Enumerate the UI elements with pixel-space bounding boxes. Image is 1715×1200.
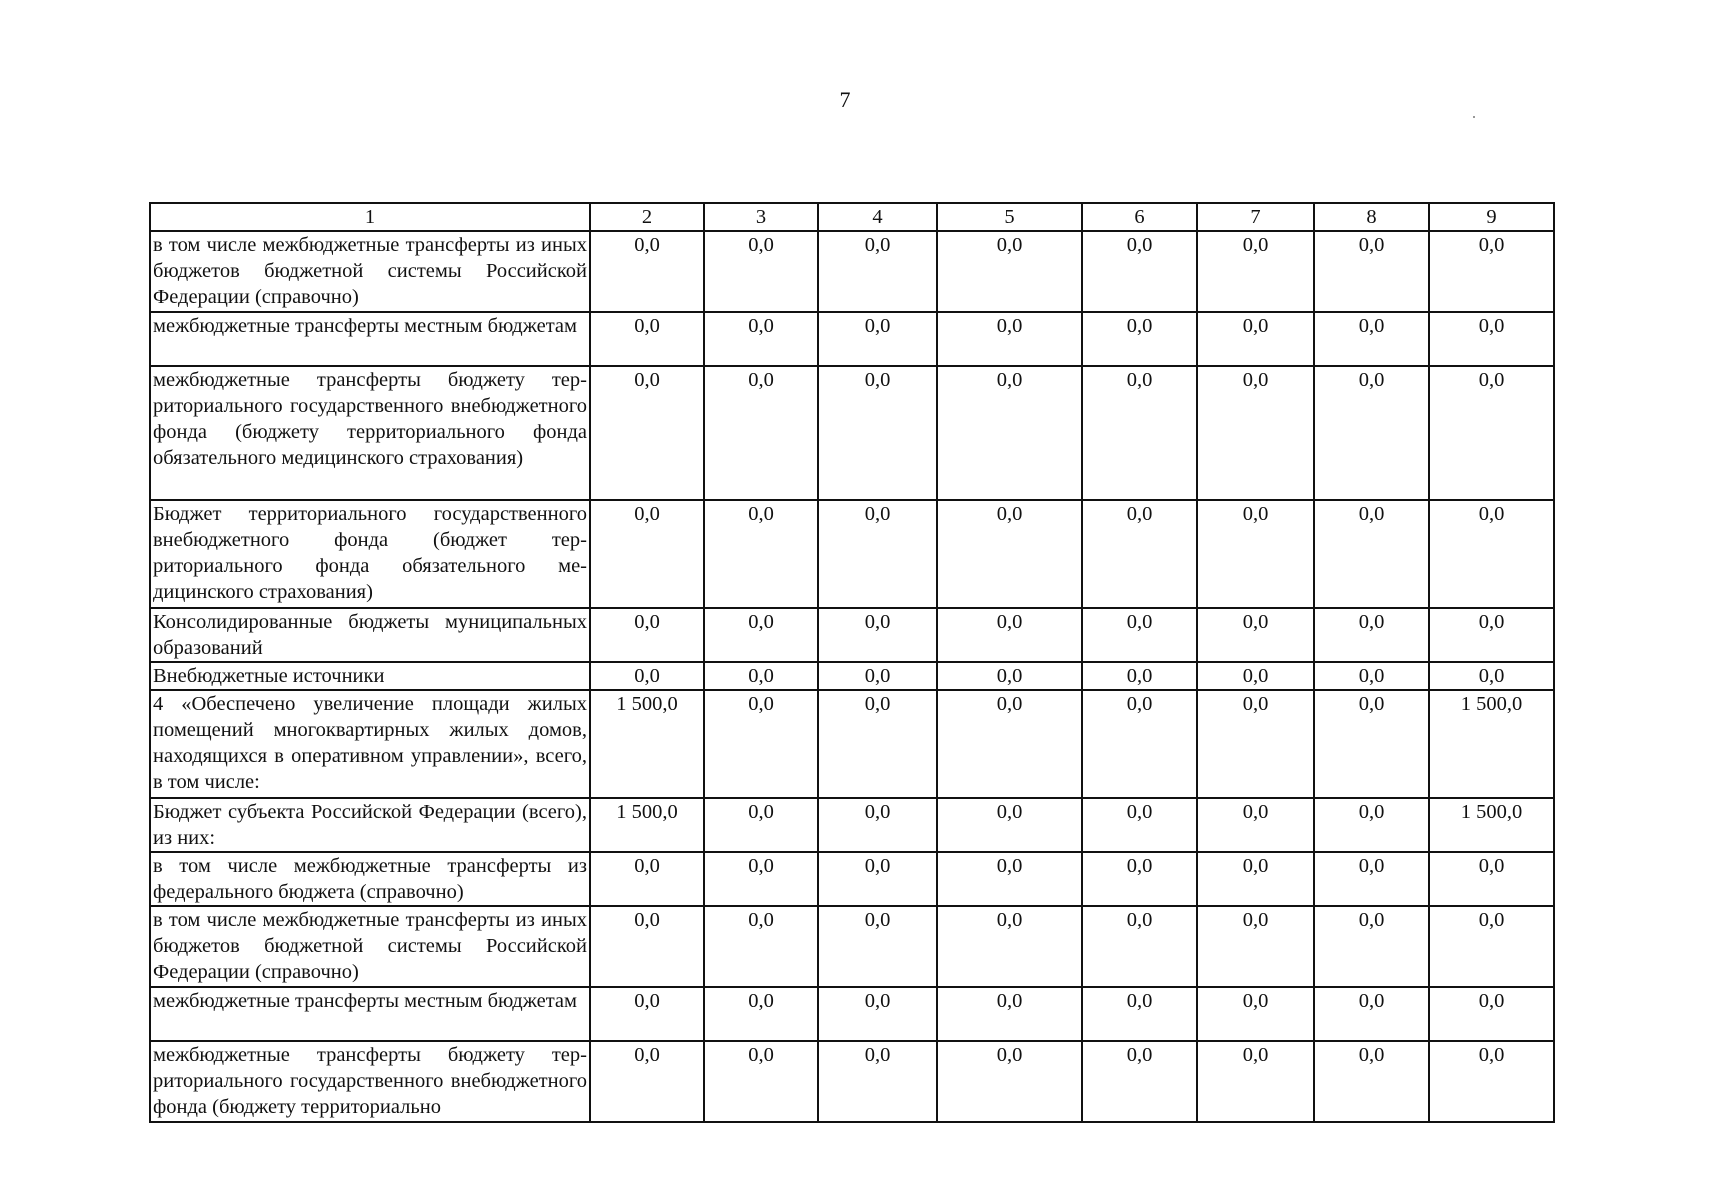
scan-speck — [1473, 116, 1475, 118]
value-cell: 0,0 — [590, 366, 704, 500]
value-cell: 0,0 — [1197, 987, 1314, 1041]
value-cell: 0,0 — [1082, 500, 1197, 608]
row-label: Бюджет территориального государственного внебюджетного фонда (бюджет территориального фонда обязательного медицинского страхования) — [150, 500, 590, 608]
value-cell: 0,0 — [1314, 906, 1429, 987]
value-cell: 0,0 — [1429, 987, 1554, 1041]
table-row — [150, 608, 1554, 662]
value-cell: 0,0 — [937, 366, 1082, 500]
value-cell: 0,0 — [1429, 608, 1554, 662]
value-cell: 0,0 — [1197, 798, 1314, 852]
value-cell: 0,0 — [1197, 690, 1314, 798]
table-row — [150, 690, 1554, 798]
table-row — [150, 662, 1554, 690]
value-cell: 0,0 — [1082, 312, 1197, 366]
value-cell: 0,0 — [818, 312, 937, 366]
value-cell: 0,0 — [590, 231, 704, 312]
table-row — [150, 906, 1554, 987]
header-row — [150, 203, 1554, 231]
value-cell: 0,0 — [590, 1041, 704, 1122]
value-cell: 0,0 — [1197, 608, 1314, 662]
value-cell: 0,0 — [937, 231, 1082, 312]
header-cell: 5 — [937, 203, 1082, 231]
value-cell: 0,0 — [704, 987, 818, 1041]
value-cell: 0,0 — [704, 662, 818, 690]
value-cell: 0,0 — [590, 608, 704, 662]
value-cell: 0,0 — [704, 798, 818, 852]
value-cell: 0,0 — [1314, 1041, 1429, 1122]
value-cell: 1 500,0 — [590, 690, 704, 798]
value-cell: 0,0 — [937, 608, 1082, 662]
value-cell: 0,0 — [1082, 690, 1197, 798]
value-cell: 0,0 — [818, 690, 937, 798]
value-cell: 0,0 — [937, 852, 1082, 906]
value-cell: 0,0 — [590, 987, 704, 1041]
value-cell: 0,0 — [818, 987, 937, 1041]
value-cell: 1 500,0 — [590, 798, 704, 852]
value-cell: 0,0 — [937, 906, 1082, 987]
value-cell: 0,0 — [1082, 906, 1197, 987]
value-cell: 0,0 — [1197, 500, 1314, 608]
value-cell: 0,0 — [1197, 312, 1314, 366]
value-cell: 0,0 — [1197, 231, 1314, 312]
value-cell: 0,0 — [704, 231, 818, 312]
value-cell: 0,0 — [937, 500, 1082, 608]
row-label: межбюджетные трансферты местным бюджетам — [150, 312, 590, 366]
value-cell: 0,0 — [818, 852, 937, 906]
value-cell: 0,0 — [1197, 852, 1314, 906]
header-cell: 9 — [1429, 203, 1554, 231]
value-cell: 0,0 — [1197, 662, 1314, 690]
value-cell: 1 500,0 — [1429, 798, 1554, 852]
value-cell: 0,0 — [1429, 1041, 1554, 1122]
value-cell: 0,0 — [818, 1041, 937, 1122]
table-body — [150, 231, 1554, 1122]
value-cell: 0,0 — [1429, 906, 1554, 987]
row-label: в том числе межбюджетные трансферты из федерального бюджета (справочно) — [150, 852, 590, 906]
table-row — [150, 366, 1554, 500]
value-cell: 0,0 — [1197, 1041, 1314, 1122]
value-cell: 0,0 — [704, 690, 818, 798]
header-cell: 1 — [150, 203, 590, 231]
value-cell: 0,0 — [1429, 366, 1554, 500]
value-cell: 0,0 — [704, 312, 818, 366]
value-cell: 0,0 — [1429, 500, 1554, 608]
value-cell: 0,0 — [1082, 852, 1197, 906]
page-number: 7 — [839, 87, 851, 112]
value-cell: 0,0 — [1314, 312, 1429, 366]
value-cell: 0,0 — [1429, 662, 1554, 690]
value-cell: 0,0 — [1314, 662, 1429, 690]
row-label: межбюджетные трансферты бюджету территориального государственного внебюджетного фонда (бюджету территориально — [150, 1041, 590, 1122]
value-cell: 0,0 — [1082, 798, 1197, 852]
row-label: 4 «Обеспечено увеличение площади жилых помещений многоквартирных жилых домов, находящихся в оперативном управлении», всего, в том числе: — [150, 690, 590, 798]
value-cell: 0,0 — [818, 231, 937, 312]
value-cell: 0,0 — [818, 662, 937, 690]
header-cell: 2 — [590, 203, 704, 231]
header-cell: 3 — [704, 203, 818, 231]
value-cell: 0,0 — [1197, 906, 1314, 987]
value-cell: 0,0 — [1082, 231, 1197, 312]
value-cell: 0,0 — [1314, 852, 1429, 906]
value-cell: 0,0 — [937, 690, 1082, 798]
table-row — [150, 231, 1554, 312]
value-cell: 0,0 — [704, 852, 818, 906]
value-cell: 0,0 — [818, 366, 937, 500]
header-cell: 7 — [1197, 203, 1314, 231]
table-row — [150, 312, 1554, 366]
row-label: Бюджет субъекта Российской Федерации (всего), из них: — [150, 798, 590, 852]
value-cell: 0,0 — [590, 852, 704, 906]
row-label: межбюджетные трансферты бюджету территориального государственного внебюджетного фонда (бюджету территориального фонда обязательного медицинского страхования) — [150, 366, 590, 500]
row-label: Консолидированные бюджеты муниципальных образований — [150, 608, 590, 662]
value-cell: 0,0 — [937, 987, 1082, 1041]
header-cell: 4 — [818, 203, 937, 231]
value-cell: 0,0 — [937, 662, 1082, 690]
value-cell: 0,0 — [704, 608, 818, 662]
value-cell: 0,0 — [704, 1041, 818, 1122]
value-cell: 0,0 — [1314, 987, 1429, 1041]
row-label: Внебюджетные источники — [150, 662, 590, 690]
table-row — [150, 852, 1554, 906]
value-cell: 0,0 — [1082, 987, 1197, 1041]
value-cell: 0,0 — [1429, 231, 1554, 312]
value-cell: 0,0 — [1082, 608, 1197, 662]
value-cell: 0,0 — [1082, 662, 1197, 690]
value-cell: 0,0 — [1197, 366, 1314, 500]
value-cell: 0,0 — [1314, 608, 1429, 662]
row-label: межбюджетные трансферты местным бюджетам — [150, 987, 590, 1041]
value-cell: 0,0 — [1082, 366, 1197, 500]
value-cell: 0,0 — [590, 500, 704, 608]
value-cell: 0,0 — [1314, 798, 1429, 852]
value-cell: 0,0 — [1429, 312, 1554, 366]
budget-table — [149, 202, 1555, 1123]
value-cell: 0,0 — [704, 500, 818, 608]
value-cell: 0,0 — [1082, 1041, 1197, 1122]
header-cell: 6 — [1082, 203, 1197, 231]
value-cell: 0,0 — [818, 906, 937, 987]
header-cell: 8 — [1314, 203, 1429, 231]
value-cell: 0,0 — [818, 500, 937, 608]
value-cell: 0,0 — [1429, 852, 1554, 906]
value-cell: 0,0 — [704, 906, 818, 987]
table-row — [150, 798, 1554, 852]
value-cell: 0,0 — [1314, 366, 1429, 500]
value-cell: 0,0 — [590, 662, 704, 690]
table-row — [150, 1041, 1554, 1122]
value-cell: 0,0 — [937, 798, 1082, 852]
row-label: в том числе межбюджетные трансферты из иных бюджетов бюджетной системы Российской Федерации (справочно) — [150, 231, 590, 312]
value-cell: 0,0 — [818, 608, 937, 662]
value-cell: 0,0 — [704, 366, 818, 500]
value-cell: 0,0 — [1314, 500, 1429, 608]
table-row — [150, 987, 1554, 1041]
value-cell: 0,0 — [1314, 690, 1429, 798]
value-cell: 0,0 — [1314, 231, 1429, 312]
value-cell: 0,0 — [937, 1041, 1082, 1122]
table-row — [150, 500, 1554, 608]
value-cell: 0,0 — [818, 798, 937, 852]
value-cell: 0,0 — [937, 312, 1082, 366]
value-cell: 1 500,0 — [1429, 690, 1554, 798]
value-cell: 0,0 — [590, 312, 704, 366]
row-label: в том числе межбюджетные трансферты из иных бюджетов бюджетной системы Российской Федерации (справочно) — [150, 906, 590, 987]
value-cell: 0,0 — [590, 906, 704, 987]
